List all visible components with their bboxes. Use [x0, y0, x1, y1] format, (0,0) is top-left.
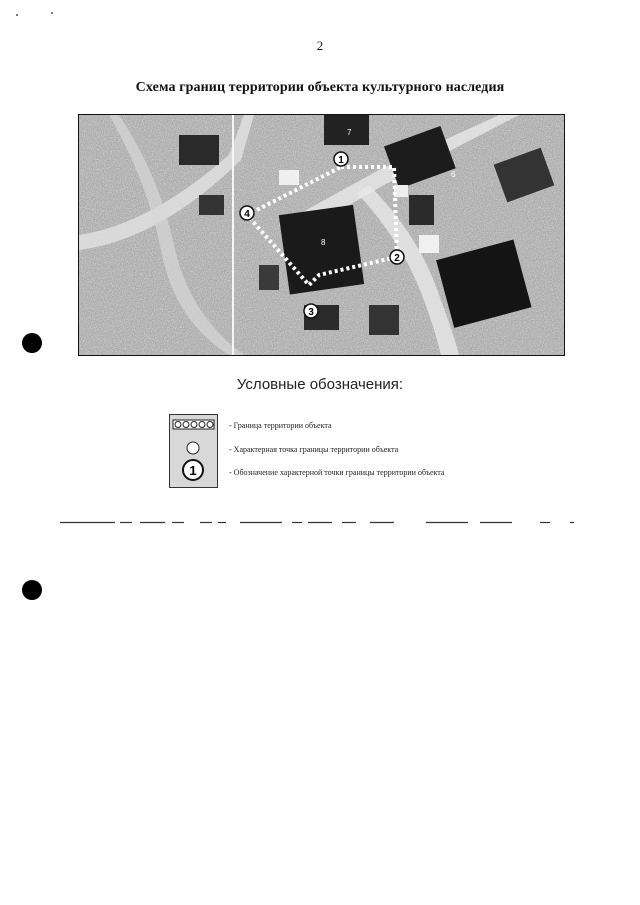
point-label-1: 1: [338, 155, 344, 166]
numbered-point-icon: [183, 460, 203, 480]
block-label-8: 8: [321, 238, 326, 247]
legend-title: Условные обозначения:: [236, 376, 404, 393]
legend-point-number: 1: [189, 463, 197, 478]
boundary-point-icon: [187, 442, 199, 454]
point-label-3: 3: [308, 307, 314, 318]
legend-label-point: - Характерная точка границы территории объекта: [229, 445, 399, 454]
page-title: Схема границ территории объекта культурного наследия: [135, 80, 505, 95]
boundary-point-3: [304, 304, 318, 318]
boundary-point-4: [240, 206, 254, 220]
scan-speck: [16, 14, 18, 16]
point-label-4: 4: [244, 209, 250, 220]
legend-symbols: [169, 414, 218, 488]
boundary-point-2: [390, 250, 404, 264]
dotted-boundary-icon: [173, 420, 214, 429]
scan-speck: [51, 12, 53, 14]
page-number: 2: [316, 38, 324, 53]
punch-hole: [22, 333, 42, 353]
block-label-6: 6: [451, 170, 456, 179]
legend-label-numbered-point: - Обозначение характерной точки границы территории объекта: [229, 468, 445, 477]
aerial-photo: [79, 115, 564, 355]
punch-hole: [22, 580, 42, 600]
legend-label-boundary: - Граница территории объекта: [229, 421, 332, 430]
territory-map: [78, 114, 565, 356]
boundary-point-1: [334, 152, 348, 166]
block-label-7: 7: [347, 128, 352, 137]
point-label-2: 2: [394, 253, 400, 264]
separator-line: [60, 521, 580, 524]
